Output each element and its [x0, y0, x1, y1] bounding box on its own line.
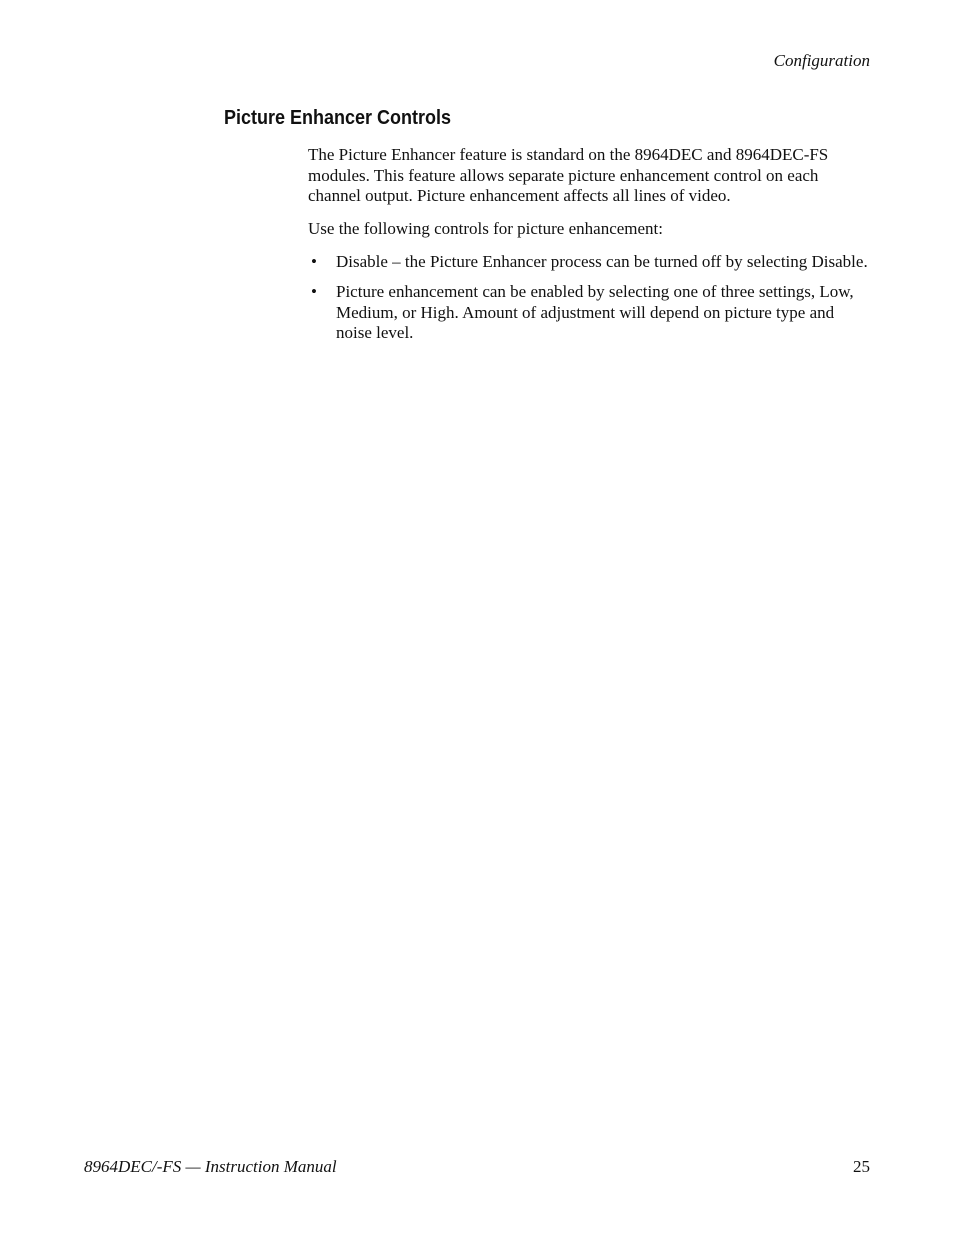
section-body — [308, 145, 870, 353]
controls-bullet-list — [308, 252, 870, 344]
page-number: 25 — [853, 1157, 870, 1176]
bullet-text-disable: Disable – the Picture Enhancer process can be turned off by selecting Disable. — [336, 252, 868, 271]
section-heading: Picture Enhancer Controls — [224, 107, 452, 129]
bullet-text-enable: Picture enhancement can be enabled by selecting one of three settings, Low, Medium, or High. Amount of adjustment will depend on picture type and noise level. — [336, 282, 854, 342]
bullet-icon: • — [311, 282, 317, 301]
list-item — [308, 252, 870, 273]
footer-manual-title: 8964DEC/-FS — Instruction Manual — [84, 1157, 337, 1176]
list-item — [308, 282, 870, 344]
controls-lead-paragraph: Use the following controls for picture enhancement: — [308, 219, 663, 238]
intro-paragraph: The Picture Enhancer feature is standard on the 8964DEC and 8964DEC-FS modules. This feature allows separate picture enhancement control on each channel output. Picture enhancement affects all lines of video. — [308, 145, 829, 205]
bullet-icon: • — [311, 252, 317, 271]
running-header: Configuration — [773, 51, 870, 70]
